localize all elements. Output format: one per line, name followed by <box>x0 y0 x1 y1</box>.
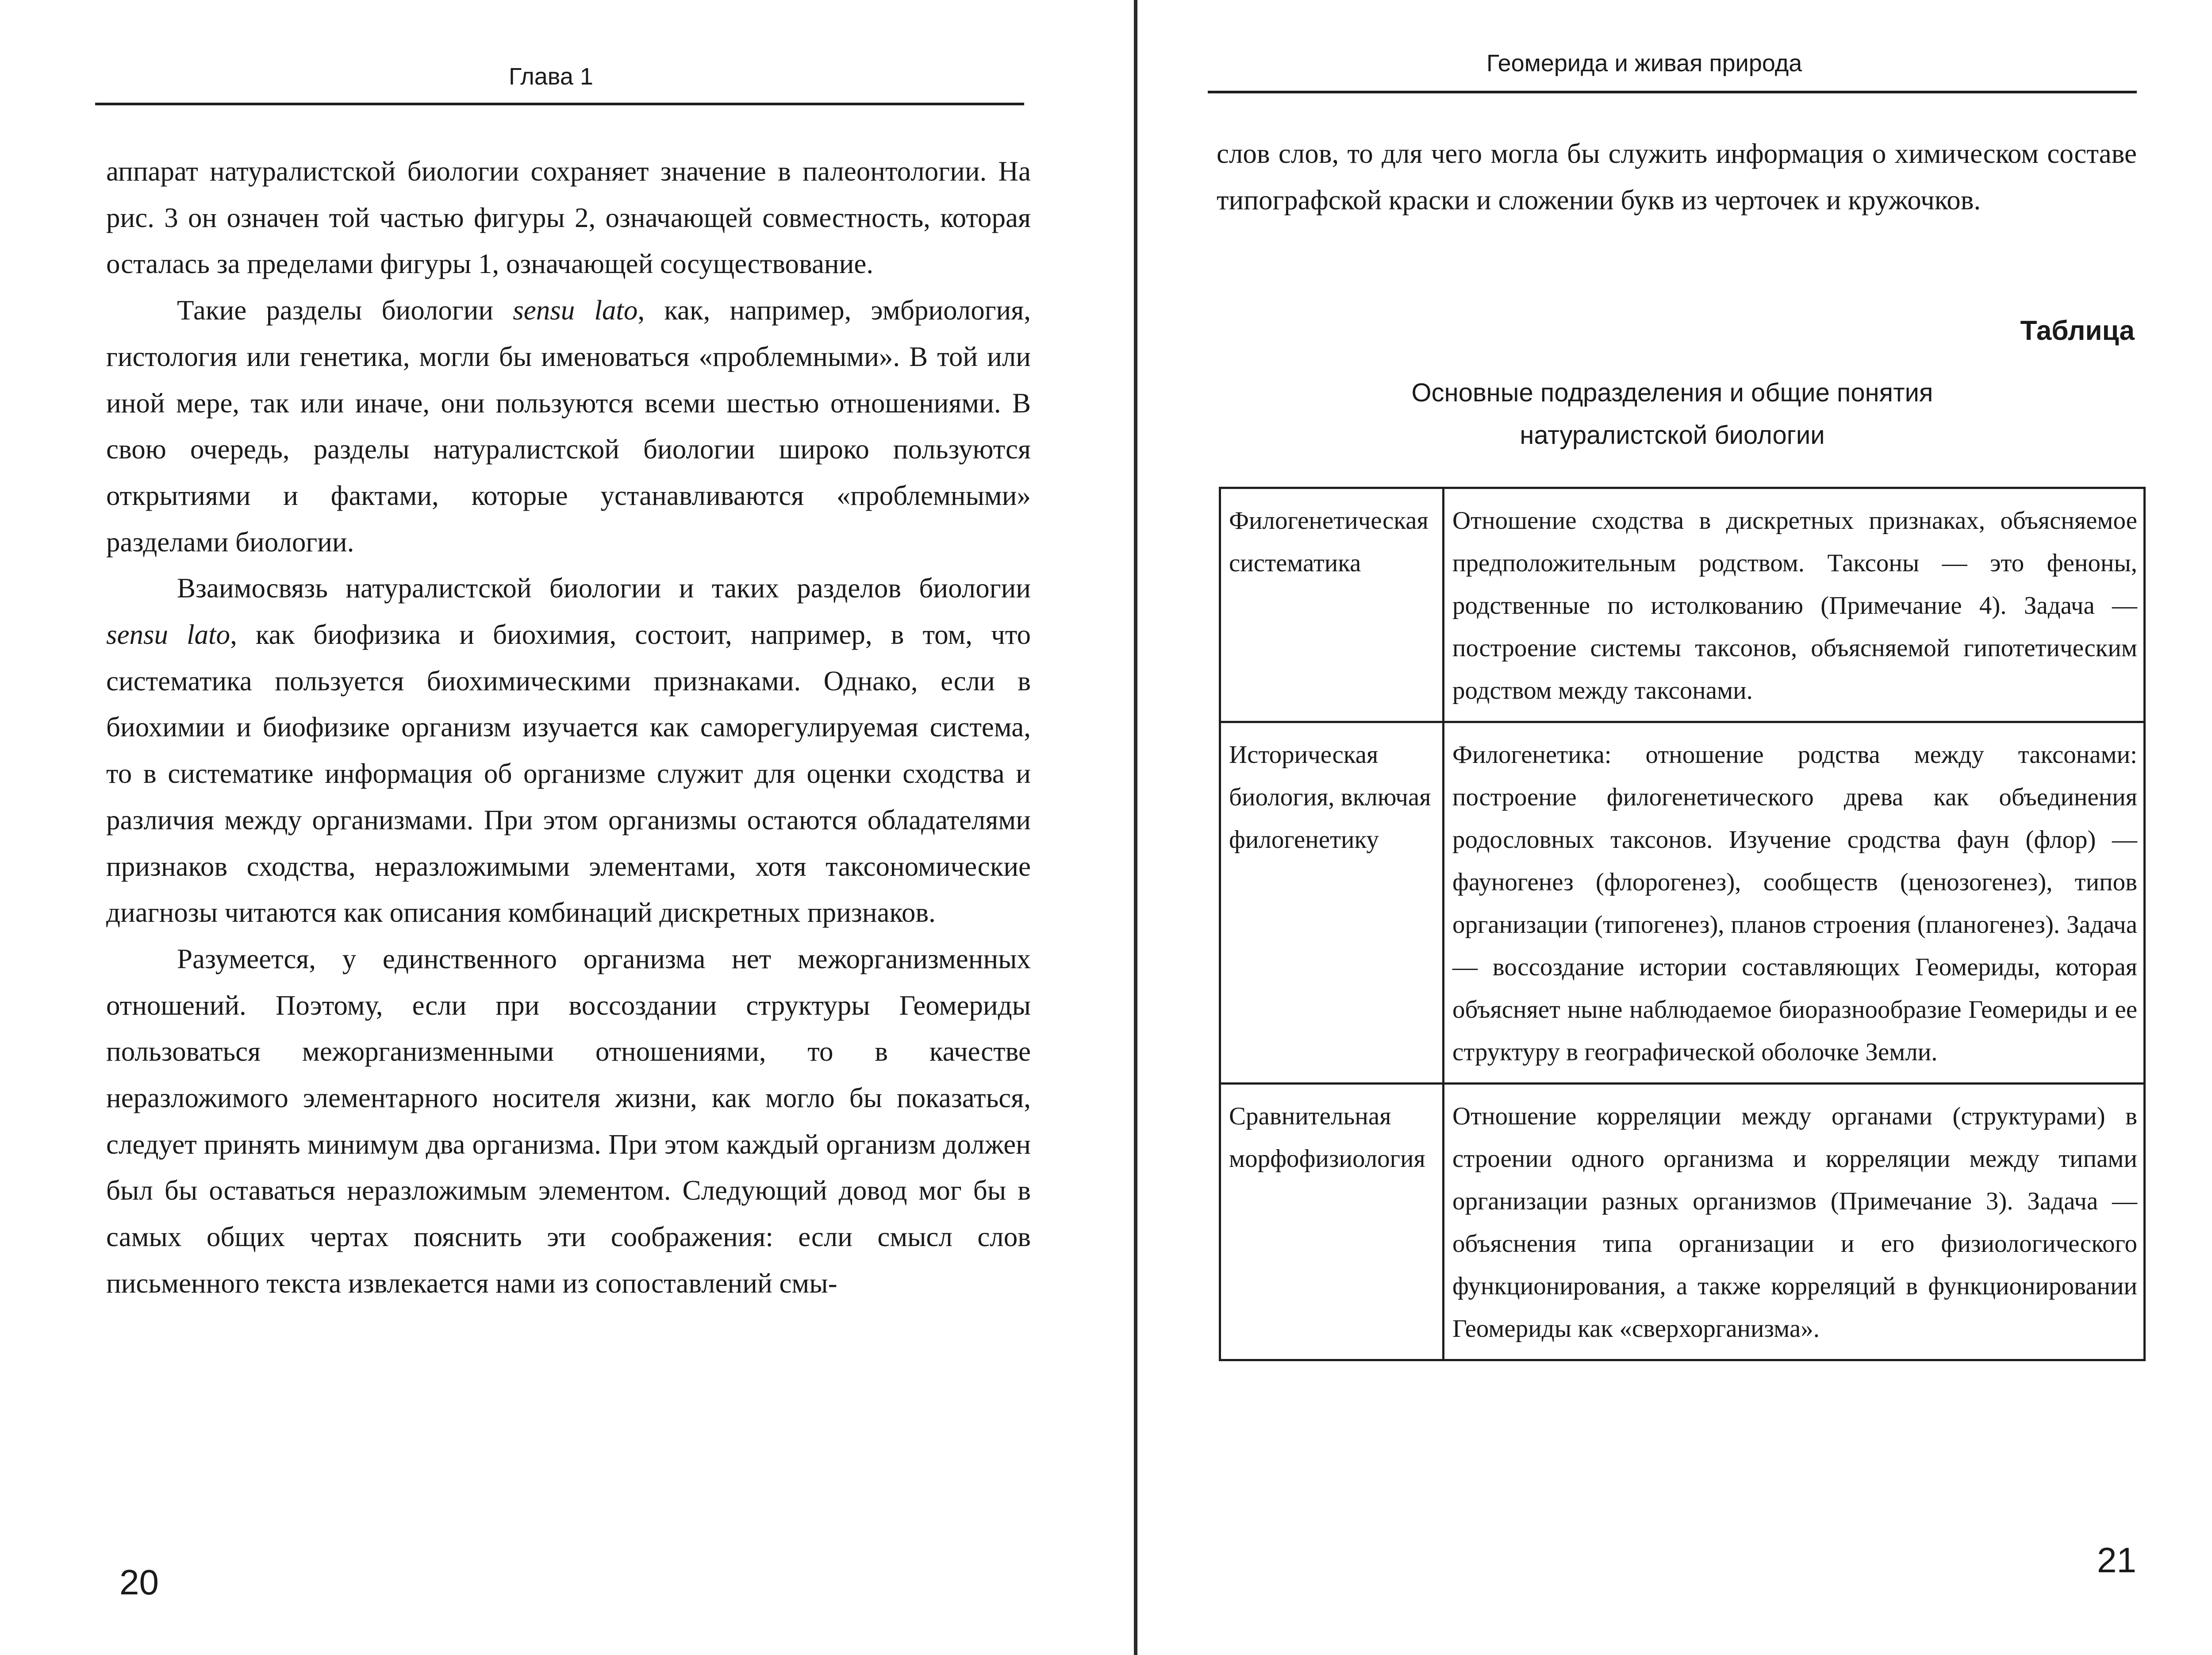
table-title-line-1: Основные подразделения и общие понятия <box>1411 378 1933 407</box>
right-body-text <box>1217 131 2137 223</box>
table-title <box>1265 372 2079 457</box>
table-label: Таблица <box>2020 316 2135 346</box>
right-paragraph: слов слов, то для чего могла бы служить информация о химическом составе типографской краски и сложении букв из черточек и кружочков. <box>1217 138 2137 216</box>
paragraph-3-italic: sensu lato <box>106 619 230 650</box>
paragraph-3-tail: , как биофизика и биохимия, состоит, например, в том, что систематика пользуется биохимическими признаками. Однако, если в биохимии и биофизике организм изучается как саморегулируемая система, то в систематике информация об организме служит для оценки сходства и различия между организмами. При этом организмы остаются обладателями признаков сходства, неразложимыми элементами, хотя таксономические диагнозы читаются как описания комбинаций дискретных признаков. <box>106 619 1031 928</box>
paragraph-3 <box>106 565 1031 936</box>
table-definition-cell: Филогенетика: отношение родства между таксонами: построение филогенетического древа как объединения родословных таксонов. Изучение сродства фаун (флор) — фауногенез (флорогенез), сообществ (ценозогенез), типов организации (типогенез), планов строения (планогенез). Задача — воссоздание истории составляющих Геомериды, которая объясняет ныне наблюдаемое биоразнообразие Геомериды и ее структуру в географической оболочке Земли. <box>1444 722 2145 1084</box>
left-body-text <box>106 148 1031 1307</box>
page-number-left: 20 <box>119 1563 159 1602</box>
table-term-cell: Сравнительная морфофизиология <box>1220 1084 1444 1360</box>
table-term-cell: Филогенетическая систематика <box>1220 488 1444 722</box>
paragraph-2-tail: , как, например, эмбриология, гистология или генетика, могли бы именоваться «проблемными». В той или иной мере, так или иначе, они пользуются всеми шестью отношениями. В свою очередь, разделы натуралистской биологии широко пользуются открытиями и фактами, которые устанавливаются «проблемными» разделами биологии. <box>106 295 1031 558</box>
header-rule-right <box>1208 91 2137 93</box>
paragraph-2-italic: sensu lato <box>513 295 638 326</box>
taxa-table <box>1219 487 2146 1361</box>
page-number-right: 21 <box>2097 1540 2136 1580</box>
table-row <box>1220 722 2145 1084</box>
table-title-line-2: натуралистской биологии <box>1520 421 1825 450</box>
paragraph-1: аппарат натуралистской биологии сохраняет значение в палеонтологии. На рис. 3 он означен той частью фигуры 2, означающей совместность, которая осталась за пределами фигуры 1, означающей сосуществование. <box>106 156 1031 280</box>
running-head-right: Геомерида и живая природа <box>1486 50 1802 77</box>
table-row <box>1220 488 2145 722</box>
header-rule-left <box>95 103 1024 105</box>
paragraph-3-lead: Взаимосвязь натуралистской биологии и таких разделов биологии <box>177 573 1031 604</box>
right-page <box>1133 0 2212 1655</box>
table-term-cell: Историческая биология, включая филогенетику <box>1220 722 1444 1084</box>
table-definition-cell: Отношение сходства в дискретных признаках, объясняемое предположительным родством. Таксоны — это феноны, родственные по истолкованию (Примечание 4). Задача — построение системы таксонов, объясняемой гипотетическим родством между таксонами. <box>1444 488 2145 722</box>
running-head-left: Глава 1 <box>509 63 593 90</box>
paragraph-4: Разумеется, у единственного организма нет межорганизменных отношений. Поэтому, если при воссоздании структуры Геомериды пользоваться межорганизменными отношениями, то в качестве неразложимого элементарного носителя жизни, как могло бы показаться, следует принять минимум два организма. При этом каждый организм должен был бы оставаться неразложимым элементом. Следующий довод мог бы в самых общих чертах пояснить эти соображения: если смысл слов письменного текста извлекается нами из сопоставлений смы- <box>106 943 1031 1299</box>
table-definition-cell: Отношение корреляции между органами (структурами) в строении одного организма и корреляции между типами организации разных организмов (Примечание 3). Задача — объяснения типа организации и его физиологического функционирования, а также корреляций в функционировании Геомериды как «сверхорганизма». <box>1444 1084 2145 1360</box>
paragraph-2 <box>106 287 1031 565</box>
paragraph-2-lead: Такие разделы биологии <box>177 295 513 326</box>
table-row <box>1220 1084 2145 1360</box>
